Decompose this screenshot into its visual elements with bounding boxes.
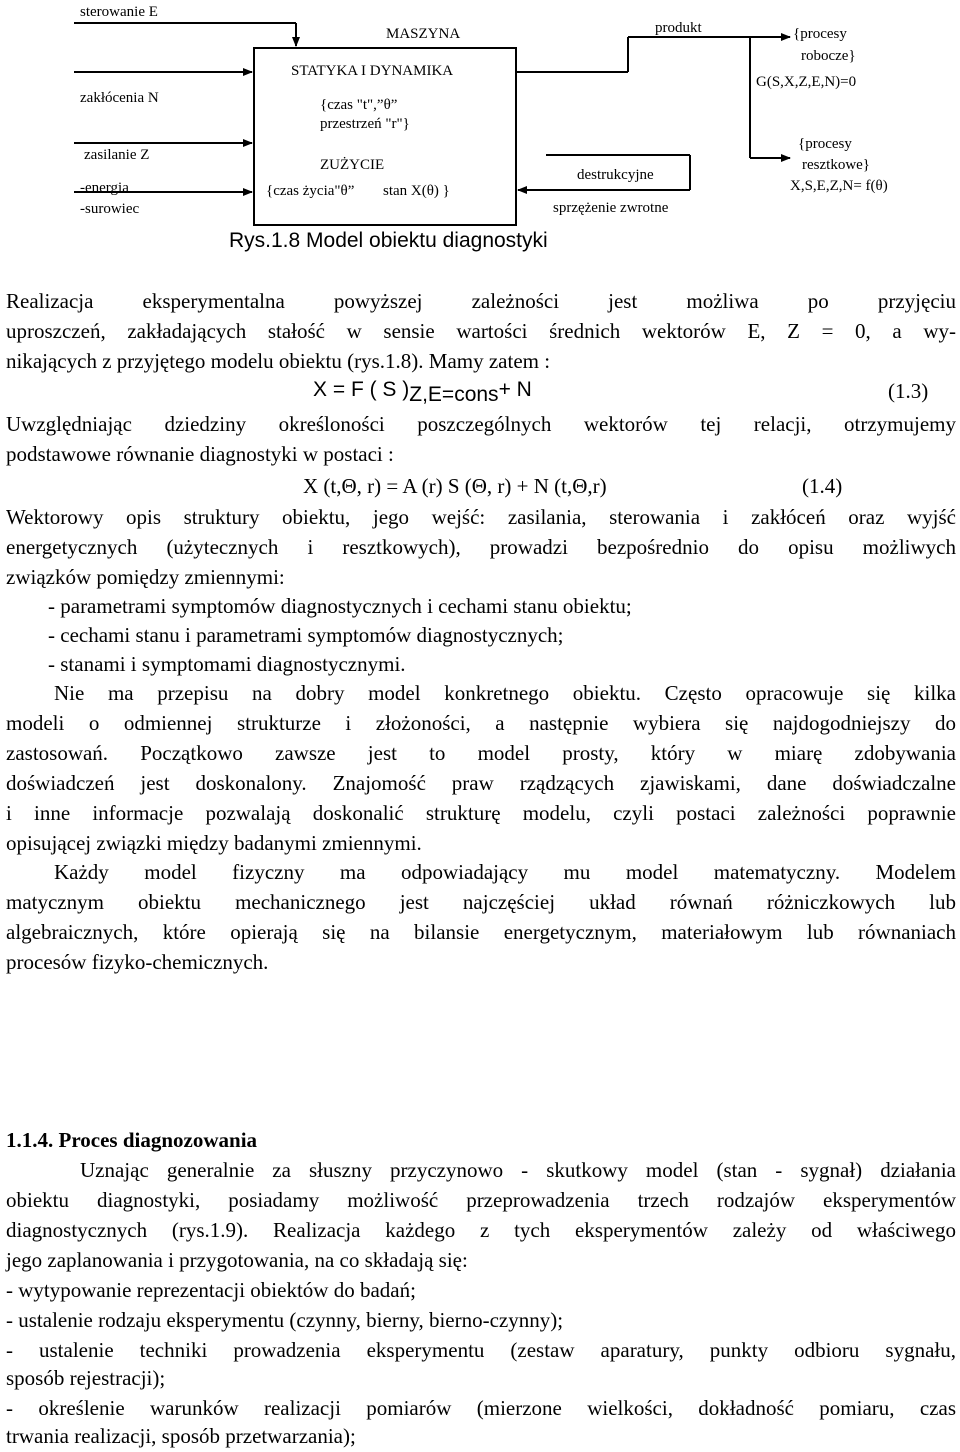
p1-line: nikających z przyjętego modelu obiektu (rys.1.8). Mamy zatem : xyxy=(6,349,551,373)
label-robocze-1: {procesy xyxy=(793,26,847,42)
list-item: - ustalenie techniki prowadzenia eksperymentu (zestaw aparatury, punkty odbioru sygnału, xyxy=(6,1338,956,1362)
p6-line: obiektu diagnostyki, posiadamy możliwość przeprowadzenia trzech rodzajów eksperymentów xyxy=(6,1188,956,1212)
bullet-item: - parametrami symptomów diagnostycznych i cechami stanu obiektu; xyxy=(48,594,632,618)
p4-line: zastosowań. Początkowo zawsze jest to model prosty, który w miarę zdobywania xyxy=(6,741,956,765)
machine-czas-line1: {czas "t",”θ” xyxy=(320,97,398,113)
bullet-item: - stanami i symptomami diagnostycznymi. xyxy=(48,652,406,676)
p4-line: i inne informacje pozwalają doskonalić strukturę modelu, czyli postaci zależności poprawnie xyxy=(6,801,956,825)
list-item: - określenie warunków realizacji pomiarów (mierzone wielkości, dokładność pomiaru, czas xyxy=(6,1396,956,1420)
machine-czas-line2: przestrzeń "r"} xyxy=(320,116,410,132)
list-item: - wytypowanie reprezentacji obiektów do badań; xyxy=(6,1278,416,1302)
label-zasilanie: zasilanie Z xyxy=(84,147,150,163)
label-resztkowe-2: resztkowe} xyxy=(802,157,871,173)
p4-line: opisującej związki między badanymi zmiennymi. xyxy=(6,831,422,855)
eq1-lhs: X = F ( S ) xyxy=(313,378,410,401)
list-item: - ustalenie rodzaju eksperymentu (czynny, bierny, bierno-czynny); xyxy=(6,1308,564,1332)
label-sprzezenie: sprzężenie zwrotne xyxy=(553,200,669,216)
equation-1-3 xyxy=(313,375,532,404)
label-zaklocenia: zakłócenia N xyxy=(80,90,159,106)
equation-1-4: X (t,Θ, r) = A (r) S (Θ, r) + N (t,Θ,r) xyxy=(303,474,607,498)
p5-line: procesów fizyko-chemicznych. xyxy=(6,950,269,974)
figure-caption: Rys.1.8 Model obiektu diagnostyki xyxy=(229,229,548,252)
eq1-rhs: + N xyxy=(498,378,532,401)
equation-number-1-3: (1.3) xyxy=(888,379,929,403)
p5-line: matycznym obiektu mechanicznego jest najczęściej układ równań różniczkowych lub xyxy=(6,890,956,914)
p4-line: doświadczeń jest doskonalony. Znajomość praw rządzących zjawiskami, dane doświadczalne xyxy=(6,771,956,795)
machine-zuzycie: ZUŻYCIE xyxy=(320,157,385,173)
p2-line: Uwzględniając dziedziny określoności poszczególnych wektorów tej relacji, otrzymujemy xyxy=(6,412,956,436)
p4-line: Nie ma przepisu na dobry model konkretnego obiektu. Często opracowuje się kilka xyxy=(54,681,956,705)
machine-title: MASZYNA xyxy=(386,26,461,42)
label-robocze-3: G(S,X,Z,E,N)=0 xyxy=(756,74,857,90)
p3-line: Wektorowy opis struktury obiektu, jego wejść: zasilania, sterowania i zakłóceń oraz wyjść xyxy=(6,505,956,529)
p3-line: związków pomiędzy zmiennymi: xyxy=(6,565,285,589)
label-destrukcyjne: destrukcyjne xyxy=(577,167,654,183)
p5-line: algebraicznych, które opierają się na bilansie energetycznym, materiałowym lub równaniach xyxy=(6,920,956,944)
label-resztkowe-3: X,S,E,Z,N= f(θ) xyxy=(790,178,888,194)
list-item: trwania realizacji, sposób przetwarzania); xyxy=(6,1424,356,1448)
list-item: sposób rejestracji); xyxy=(6,1366,166,1390)
label-energia: -energia xyxy=(80,180,129,196)
eq1-sub: Z,E=cons xyxy=(409,383,499,406)
p2-line: podstawowe równanie diagnostyki w postaci : xyxy=(6,442,394,466)
label-sterowanie: sterowanie E xyxy=(80,4,158,20)
label-robocze-2: robocze} xyxy=(801,48,856,64)
p1-line: uproszczeń, zakładających stałość w sensie wartości średnich wektorów E, Z = 0, a wy- xyxy=(6,319,956,343)
p6-line: Uznając generalnie za słuszny przyczynowo - skutkowy model (stan - sygnał) działania xyxy=(80,1158,956,1182)
p1-line: Realizacja eksperymentalna powyższej zależności jest możliwa po przyjęciu xyxy=(6,289,956,313)
label-resztkowe-1: {procesy xyxy=(798,136,852,152)
section-heading: 1.1.4. Proces diagnozowania xyxy=(6,1128,258,1152)
machine-zycie-b: stan X(θ) } xyxy=(383,183,450,199)
machine-zycie-a: {czas życia"θ” xyxy=(266,183,355,199)
label-surowiec: -surowiec xyxy=(80,201,140,217)
p6-line: diagnostycznych (rys.1.9). Realizacja każdego z tych eksperymentów zależy od właściwego xyxy=(6,1218,956,1242)
p6-line: jego zaplanowania i przygotowania, na co składają się: xyxy=(6,1248,468,1272)
bullet-item: - cechami stanu i parametrami symptomów diagnostycznych; xyxy=(48,623,564,647)
label-produkt: produkt xyxy=(655,20,702,36)
p4-line: modeli o odmiennej strukturze i złożoności, a następnie wybiera się najdogodniejszy do xyxy=(6,711,956,735)
machine-subtitle: STATYKA I DYNAMIKA xyxy=(291,63,454,79)
p5-line: Każdy model fizyczny ma odpowiadający mu model matematyczny. Modelem xyxy=(54,860,956,884)
p3-line: energetycznych (użytecznych i resztkowych), prowadzi bezpośrednio do opisu możliwych xyxy=(6,535,956,559)
equation-number-1-4: (1.4) xyxy=(802,474,843,498)
